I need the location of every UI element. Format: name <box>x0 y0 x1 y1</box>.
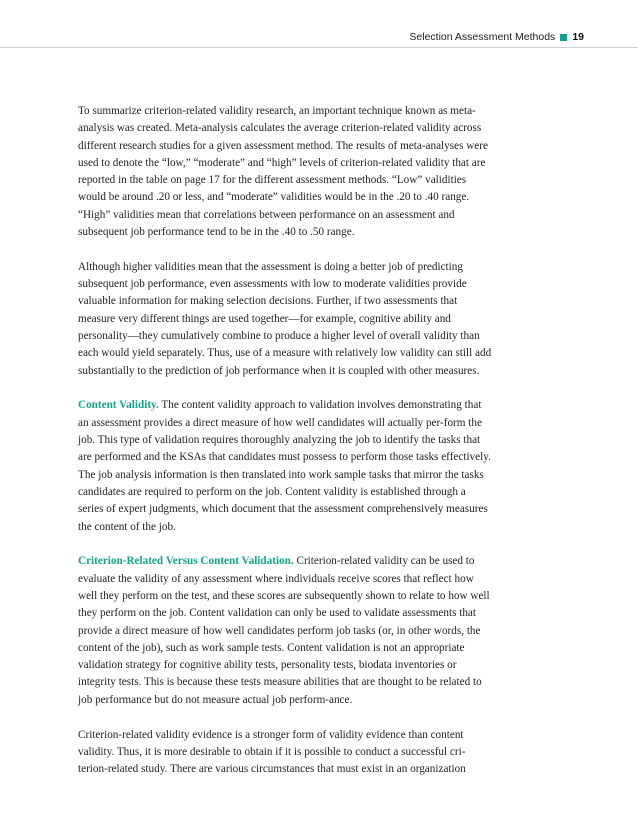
square-bullet-icon <box>560 34 567 41</box>
paragraph-text: Although higher validities mean that the assessment is doing a better job of predicting subsequent job performance, even assessments with low to moderate validities provide valuable information for making selection decisions. Further, if two assessments that measure very different things are used together—for example, cognitive ability and personality—they cumulatively combine to produce a higher level of overall validity than each would yield separately. Thus, use of a measure with relatively low validity can still add substantially to the prediction of job performance when it is coupled with other measures. <box>78 260 492 377</box>
page-number: 19 <box>572 31 584 43</box>
header-divider <box>0 47 638 48</box>
paragraph-heading: Criterion-Related Versus Content Validation. <box>78 555 294 568</box>
paragraph-text: To summarize criterion-related validity research, an important technique known as meta-analysis was created. Meta-analysis calculates the average criterion-related validity across different research studies for a given assessment method. The results of meta-analyses were used to denote the “low,” “moderate” and “high” levels of criterion-related validity that are reported in the table on page 17 for the different assessment methods. “Low” validities would be around .20 or less, and “moderate” validities would be in the .20 to .40 range. “High” validities mean that correlations between performance on an assessment and subsequent job performance tend to be in the .40 to .50 range. <box>78 105 488 239</box>
paragraph-heading: Content Validity. <box>78 399 159 412</box>
paragraph <box>78 553 493 709</box>
body-text <box>78 103 493 796</box>
paragraph <box>78 397 493 535</box>
paragraph <box>78 259 493 380</box>
section-title: Selection Assessment Methods <box>409 31 556 43</box>
paragraph-text: The content validity approach to validation involves demonstrating that an assessment provides a direct measure of how well candidates will actually per-form the job. This type of validation requires thoroughly analyzing the job to identify the tasks that are performed and the KSAs that candidates must possess to perform those tasks effectively. The job analysis information is then translated into work sample tasks that mirror the tasks candidates are required to perform on the job. Content validity is established through a series of expert judgments, which document that the assessment comprehensively measures the content of the job. <box>78 399 491 533</box>
running-header <box>409 31 584 43</box>
paragraph-text: Criterion-related validity evidence is a stronger form of validity evidence than content validity. Thus, it is more desirable to obtain if it is possible to conduct a successful cri-terion-related study. There are various circumstances that must exist in an organization <box>78 728 466 776</box>
paragraph <box>78 103 493 241</box>
paragraph <box>78 727 493 779</box>
paragraph-text: Criterion-related validity can be used to evaluate the validity of any assessment where individuals receive scores that reflect how well they perform on the test, and these scores are subsequently shown to relate to how well they perform on the job. Content validation can only be used to validate assessments that provide a direct measure of how well candidates perform job tasks (or, in other words, the content of the job), such as work sample tests. Content validation is not an appropriate validation strategy for cognitive ability tests, personality tests, biodata inventories or integrity tests. This is because these tests measure abilities that are thought to be related to job performance but do not measure actual job perform-ance. <box>78 555 490 706</box>
